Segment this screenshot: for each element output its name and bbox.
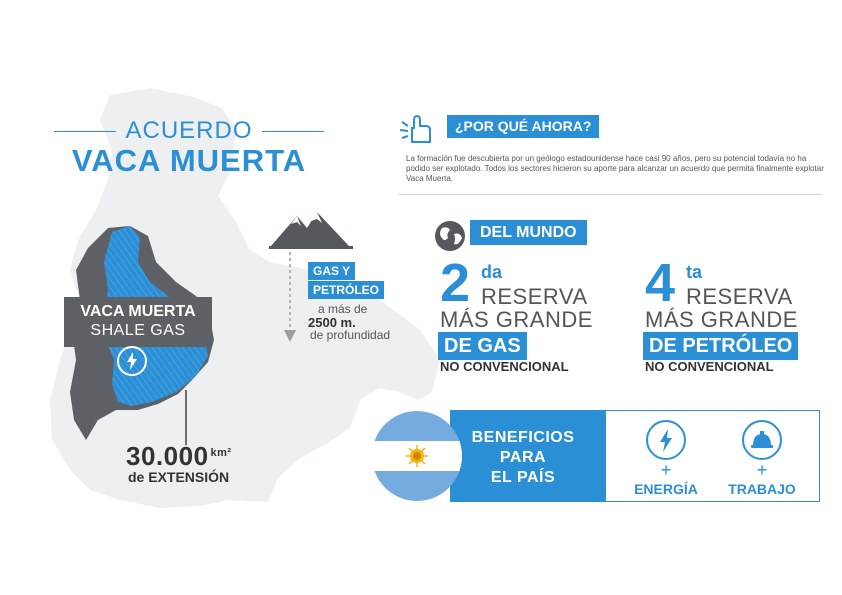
globe-icon [434, 220, 466, 252]
depth-suffix: de profundidad [310, 328, 391, 342]
depth-prefix: a más de [318, 302, 368, 316]
area-value [126, 441, 232, 472]
reserve-gas-box: DE GAS [438, 332, 527, 360]
depth-tag-petroleo: PETRÓLEO [308, 281, 384, 299]
reserve-oil-ordinal: ta [686, 262, 703, 282]
benefit-work-plus: + [756, 460, 768, 480]
benefits-title-line1: BENEFICIOS [471, 429, 575, 446]
benefits-title [450, 428, 596, 488]
map-label-line1: VACA MUERTA [80, 303, 196, 320]
benefits-title-line2: PARA [499, 449, 547, 466]
depth-tag-gas: GAS Y [308, 262, 355, 280]
title-small: ACUERDO [125, 117, 253, 144]
map-label-line2: SHALE GAS [90, 322, 186, 339]
benefit-work-label: TRABAJO [728, 481, 796, 497]
depth-value: 2500 m. [308, 315, 356, 330]
reserve-oil-note: NO CONVENCIONAL [645, 359, 774, 374]
area-unit: km² [210, 447, 232, 459]
map-label-box [64, 297, 212, 347]
reserve-gas-note: NO CONVENCIONAL [440, 359, 569, 374]
reserve-oil-box: DE PETRÓLEO [643, 332, 798, 360]
hand-icon [398, 112, 438, 146]
benefit-energy-plus: + [660, 460, 672, 480]
bolt-icon [117, 346, 147, 376]
depth-arrow [283, 252, 297, 344]
reserve-oil-line1: RESERVA [686, 284, 793, 309]
reserve-oil-line2: MÁS GRANDE [645, 307, 798, 332]
why-now-text: La formación fue descubierta por un geólogo estadounidense hace casi 90 años, pero su potencial todavía no ha podido ser explotado. Todos los sectores hicieron su aporte para alcanzar un acuerdo que permita finalmente explotar Vaca Muerta. [406, 154, 824, 183]
area-label: de EXTENSIÓN [128, 469, 230, 485]
reserve-gas-ordinal: da [481, 262, 503, 282]
page-title: VACA MUERTA [71, 143, 307, 178]
mountain-icon [269, 208, 353, 250]
bolt-icon [646, 420, 686, 460]
reserve-gas-line1: RESERVA [481, 284, 588, 309]
hard-hat-icon [742, 420, 782, 460]
divider [398, 194, 822, 195]
benefit-energy-label: ENERGÍA [634, 481, 698, 497]
benefits-title-line3: EL PAÍS [490, 469, 556, 486]
reserve-gas-line2: MÁS GRANDE [440, 307, 593, 332]
reserve-gas-rank: 2 [440, 253, 471, 313]
reserve-oil-rank: 4 [645, 253, 676, 313]
argentina-flag-icon [372, 411, 462, 501]
why-now-title: ¿POR QUÉ AHORA? [447, 115, 599, 138]
area-number: 30.000 [126, 441, 209, 471]
pointer-line [185, 390, 187, 445]
world-title: DEL MUNDO [470, 220, 587, 245]
